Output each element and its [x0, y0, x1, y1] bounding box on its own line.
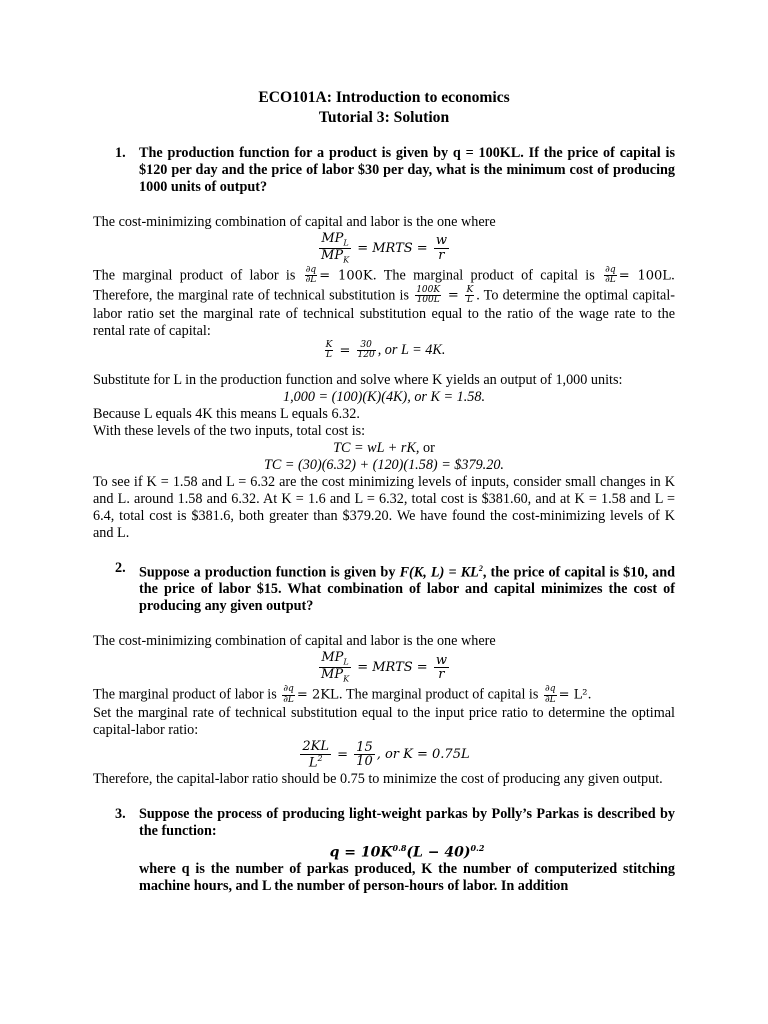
equation-ratio: $\frac{2KL}{L^2}$ = $\frac{15}{10}$ , or K = 0.75L — [302, 739, 470, 771]
answer-paragraph: The cost-minimizing combination of capital and labor is the one where — [93, 214, 496, 230]
question-text: Suppose a production function is given by F(K, $L) = KL^2$, the price of capital is $10, and the price of labor $15. What combination of labor and capital minimizes the cost of producing any given output? — [139, 563, 676, 615]
answer-paragraph: The marginal product of labor is $\frac{\partial q}{\partial L}$ = 100K. The marginal product of capital is $\frac{\partial q}{\partial L}$ = 100L. Therefore, the marginal rate of technical substitution is $\frac{100K}{100L}$ = $\frac{K}{L}$ . To determine the optimal capital-labor ratio set the marginal rate of technical substitution equal to the ratio of the wage rate to the rental rate of capital: — [93, 264, 676, 339]
answer-paragraph: Substitute for L in the production function and solve where K yields an output of 1,000 units: — [93, 371, 623, 388]
answer-paragraph: Set the marginal rate of technical substitution equal to the input price ratio to determine the optimal capital-labor ratio: — [93, 705, 675, 739]
document-title — [93, 88, 675, 128]
question-text: The production function for a product is given by q = 100KL. If the price of capital is $120 per day and the price of labor $30 per day, what is the minimum cost of producing 1000 units of output? — [139, 145, 675, 195]
answer-paragraph: The cost-minimizing combination of capital and labor is the one where — [93, 633, 496, 650]
question-1 — [93, 145, 675, 196]
document-page — [93, 88, 675, 895]
question-number: 2. — [115, 559, 126, 576]
question-text: where q is the number of parkas produced, K the number of computerized stitching machine hours, and L the number of person-hours of labor. In addition — [139, 861, 675, 895]
tutorial-title: Tutorial 3: Solution — [318, 109, 450, 126]
equation-substitution: 1,000 = (100)(K)(4K), or K = 1.58. — [283, 388, 485, 405]
answer-paragraph: With these levels of the two inputs, total cost is: — [93, 422, 366, 439]
answer-paragraph: To see if K = 1.58 and L = 6.32 are the cost minimizing levels of inputs, consider small changes in K and L. around 1.58 and 6.32. At K = 1.6 and L = 6.32, total cost is $381.60, and at K = 1.58 and L = 6.4, total cost is $381.6, both greater than $379.20. We have found the cost-minimizing levels of K and L. — [93, 473, 675, 541]
question-number: 1. — [115, 145, 126, 161]
course-title: ECO101A: Introduction to economics — [258, 89, 510, 106]
equation-total-cost: TC = wL + rK, or — [333, 439, 435, 456]
answer-paragraph: Therefore, the capital-labor ratio should be 0.75 to minimize the cost of producing any given output. — [93, 770, 663, 787]
answer-paragraph: Because L equals 4K this means L equals 6.32. — [93, 405, 360, 422]
equation-total-cost-value: TC = (30)(6.32) + (120)(1.58) = $379.20. — [264, 456, 504, 473]
question-2 — [93, 560, 675, 616]
question-number: 3. — [115, 805, 126, 822]
production-function-equation: $q = 10K^{0.8}(L - 40)^{0.2}$ — [329, 842, 485, 861]
equation-ratio: $\frac{K}{L}$ = $\frac{30}{120}$ , or L = 4K. — [325, 339, 446, 361]
question-text: Suppose the process of producing light-weight parkas by Polly’s Parkas is described by the function: — [139, 805, 675, 839]
equation-mrts: $\frac{MP_L}{MP_K}$ = MRTS = $\frac{w}{r}$ — [321, 231, 447, 265]
question-3 — [93, 806, 675, 896]
equation-mrts: $\frac{MP_L}{MP_K}$ = MRTS = $\frac{w}{r}$ — [321, 650, 447, 684]
answer-paragraph: The marginal product of labor is $\frac{\partial q}{\partial L}$ = 2KL. The marginal product of capital is $\frac{\partial q}{\partial L}$ = L². — [93, 684, 592, 705]
